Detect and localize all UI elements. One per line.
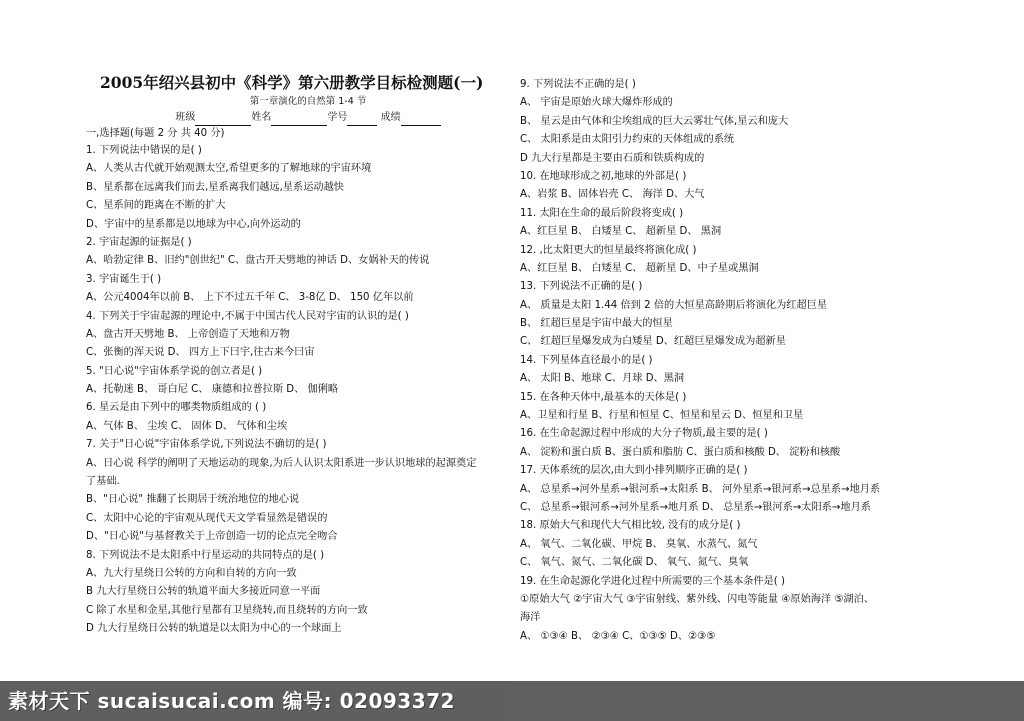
question-line: 14. 下列星体直径最小的是( ) — [520, 354, 653, 366]
number-blank[interactable] — [347, 113, 377, 126]
question-line: 8. 下列说法不是太阳系中行星运动的共同特点的是( ) — [86, 549, 325, 561]
question-line: 海洋 — [520, 612, 541, 624]
watermark-text: 素材天下 sucaisucai.com 编号: 02093372 — [8, 689, 455, 713]
question-line: A、气体 B、 尘埃 C、 固体 D、 气体和尘埃 — [86, 420, 288, 432]
question-line: C、星系间的距离在不断的扩大 — [86, 200, 226, 212]
question-line: A、红巨星 B、 白矮星 C、 超新星 D、中子星或黑洞 — [520, 262, 759, 274]
question-line: A、 淀粉和蛋白质 B、蛋白质和脂肪 C、蛋白质和核酸 D、 淀粉和核酸 — [520, 446, 841, 458]
question-line: C、张衡的浑天说 D、 四方上下曰宇,往古来今曰宙 — [86, 347, 315, 359]
question-line: A、哈勃定律 B、旧约"创世纪" C、盘古开天劈地的神话 D、女娲补天的传说 — [86, 255, 430, 267]
question-line: D 九大行星都是主要由石质和铁质构成的 — [520, 152, 705, 164]
question-line: A、卫星和行星 B、行星和恒星 C、恒星和星云 D、恒星和卫星 — [520, 410, 804, 422]
question-line: ①原始大气 ②宇宙大气 ③宇宙射线、紫外线、闪电等能量 ④原始海洋 ⑤湖泊、 — [520, 593, 875, 605]
score-label: 成绩 — [380, 112, 401, 123]
question-line: 3. 宇宙诞生于( ) — [86, 273, 162, 285]
question-line: 2. 宇宙起源的证据是( ) — [86, 236, 192, 248]
name-label: 姓名 — [251, 112, 272, 123]
question-line: A、盘古开天劈地 B、 上帝创造了天地和万物 — [86, 328, 290, 340]
watermark-bar — [0, 681, 1024, 721]
question-line: 4. 下列关于宇宙起源的理论中,不属于中国古代人民对宇宙的认识的是( ) — [86, 310, 409, 322]
question-line: 9. 下列说法不正确的是( ) — [520, 79, 636, 90]
right-column — [520, 76, 960, 646]
question-line: B、 红超巨星是宇宙中最大的恒星 — [520, 318, 673, 330]
question-line: 18. 原始大气和现代大气相比较, 没有的成分是( ) — [520, 520, 741, 532]
question-line: A、人类从古代就开始观测太空,希望更多的了解地球的宇宙环境 — [86, 163, 372, 175]
class-label: 班级 — [175, 112, 196, 123]
question-line: B 九大行星绕日公转的轨道平面大多接近同意一平面 — [86, 586, 321, 598]
question-line: 15. 在各种天体中,最基本的天体是( ) — [520, 391, 687, 403]
question-line: D 九大行星绕日公转的轨道是以太阳为中心的一个球面上 — [86, 623, 342, 635]
right-questions — [520, 76, 960, 646]
left-column — [86, 72, 510, 639]
question-line: A、 ①③④ B、 ②③④ C、①③⑤ D、②③⑤ — [520, 630, 716, 642]
question-line: A、公元4004年以前 B、 上下不过五千年 C、 3-8亿 D、 150 亿年以前 — [86, 292, 414, 304]
chapter-subtitle: 第一章演化的自然第 1-4 节 — [249, 96, 367, 107]
question-line: B、 星云是由气体和尘埃组成的巨大云雾壮气体,星云和庞大 — [520, 115, 789, 127]
question-line: A、红巨星 B、 白矮星 C、 超新星 D、 黑洞 — [520, 226, 722, 238]
question-line: D、"日心说"与基督教关于上帝创造一切的论点完全吻合 — [86, 531, 338, 543]
question-line: C 除了水星和金星,其他行星都有卫星绕转,而且绕转的方向一致 — [86, 604, 368, 616]
question-line: A、 质量是太阳 1.44 倍到 2 倍的大恒星高龄期后将演化为红超巨星 — [520, 299, 828, 311]
question-line: 7. 关于"日心说"宇宙体系学说,下列说法不确切的是( ) — [86, 439, 327, 451]
question-line: C、 总星系→银河系→河外星系→地月系 D、 总星系→银河系→太阳系→地月系 — [520, 501, 871, 513]
question-line: C、太阳中心论的宇宙观从现代天文学看显然是错误的 — [86, 512, 328, 524]
question-line: C、 红超巨星爆发成为白矮星 D、红超巨星爆发成为超新星 — [520, 336, 786, 348]
question-line: A、岩浆 B、固体岩壳 C、 海洋 D、大气 — [520, 189, 705, 201]
question-line: A、日心说 科学的阐明了天地运动的现象,为后人认识太阳系进一步认识地球的起源奠定 — [86, 457, 477, 469]
question-line: 17. 天体系统的层次,由大到小排列顺序正确的是( ) — [520, 465, 748, 477]
score-blank[interactable] — [401, 113, 441, 126]
question-line: 了基础. — [86, 476, 120, 488]
question-line: A、 总星系→河外星系→银河系→太阳系 B、 河外星系→银河系→总星系→地月系 — [520, 483, 881, 495]
question-line: 13. 下列说法不正确的是( ) — [520, 281, 643, 293]
section-heading: 一,选择题(每题 2 分 共 40 分) — [86, 128, 225, 139]
name-blank[interactable] — [271, 113, 327, 126]
question-line: C、 氧气、氮气、二氧化碳 D、 氧气、氮气、臭氧 — [520, 557, 749, 569]
left-questions — [86, 142, 510, 639]
student-info-line — [86, 110, 510, 126]
question-line: 11. 太阳在生命的最后阶段将变成( ) — [520, 207, 684, 219]
question-line: C、 太阳系是由太阳引力约束的天体组成的系统 — [520, 134, 735, 146]
question-line: A、托勒迷 B、 哥白尼 C、 康德和拉普拉斯 D、 伽俐略 — [86, 384, 339, 396]
question-line: 6. 星云是由下列中的哪类物质组成的 ( ) — [86, 402, 267, 414]
class-blank[interactable] — [195, 113, 251, 126]
question-line: 1. 下列说法中错误的是( ) — [86, 145, 202, 156]
question-line: 16. 在生命起源过程中形成的大分子物质,最主要的是( ) — [520, 428, 768, 440]
page-title: 2005年绍兴县初中《科学》第六册教学目标检测题(一) — [100, 73, 484, 92]
question-line: B、"日心说" 推翻了长期居于统治地位的地心说 — [86, 494, 300, 506]
question-line: D、宇宙中的星系都是以地球为中心,向外运动的 — [86, 218, 301, 230]
number-label: 学号 — [327, 112, 348, 123]
question-line: A、 氧气、二氧化碳、甲烷 B、 臭氧、水蒸气、氮气 — [520, 538, 758, 550]
question-line: 10. 在地球形成之初,地球的外部是( ) — [520, 170, 687, 182]
question-line: A、九大行星绕日公转的方向和自转的方向一致 — [86, 567, 297, 579]
question-line: 19. 在生命起源化学进化过程中所需要的三个基本条件是( ) — [520, 575, 785, 587]
question-line: 12. ,比太阳更大的恒星最终将演化成( ) — [520, 244, 697, 256]
question-line: 5. "日心说"宇宙体系学说的创立者是( ) — [86, 365, 263, 377]
question-line: A、 宇宙是原始火球大爆炸形成的 — [520, 97, 673, 109]
question-line: B、星系都在远离我们而去,星系离我们越远,星系运动越快 — [86, 181, 344, 193]
question-line: A、 太阳 B、地球 C、月球 D、黑洞 — [520, 373, 685, 385]
